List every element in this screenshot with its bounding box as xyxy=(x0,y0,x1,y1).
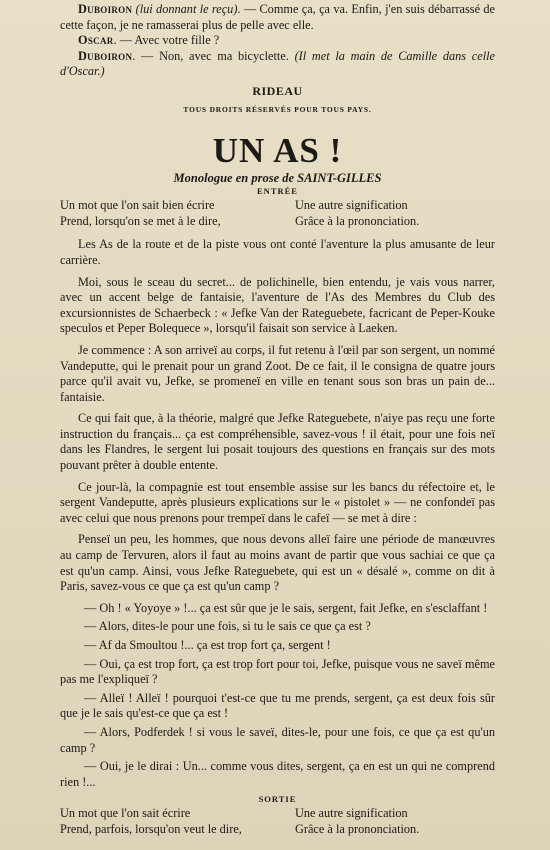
dialog-line-oscar xyxy=(60,33,495,49)
dialog-line: — Oui, ça est trop fort, ça est trop fort pour toi, Jefke, puisque vous ne saveï même pas me l'expliqueï ? xyxy=(60,656,495,687)
dialog-line: — Alors, Podferdek ! si vous le saveï, dites-le, pour une fois, ce que ça est qu'un camp ? xyxy=(60,724,495,755)
speaker-name: Oscar xyxy=(78,33,114,48)
verse-right: Grâce à la prononciation. xyxy=(295,821,420,836)
dialog-line-duboiron-2 xyxy=(60,49,495,80)
paragraph: Les As de la route et de la piste vous ont conté l'aventure la plus amusante de leur carrière. xyxy=(60,237,495,267)
stage-direction: (Il met la main de Camille dans celle d'Oscar.) xyxy=(60,48,495,79)
rideau-heading: RIDEAU xyxy=(252,83,303,98)
verse-line xyxy=(60,198,495,214)
verse-right: Grâce à la prononciation. xyxy=(295,213,420,228)
verse-left: Un mot que l'on sait écrire xyxy=(60,806,191,821)
verse-left: Un mot que l'on sait bien écrire xyxy=(60,198,215,213)
rights-notice: TOUS DROITS RÉSERVÉS POUR TOUS PAYS. xyxy=(183,104,372,114)
dialog-block xyxy=(60,601,495,791)
paragraph: Moi, sous le sceau du secret... de polichinelle, bien entendu, je vais vous narrer, avec un accent belge de fantaisie, l'aventure de l'As des Membres du Club des excursionnistes de Schaerbeck : « Jefke Van der Rateguebete, facricant de Peper-Kouke speculos et Peper Bolequece », lorsqu'il faisait son service à Laeken. xyxy=(60,274,495,336)
dialog-text: . — Comme ça, ça va. Enfin, j'en suis débarrassé de cette façon, je ne ramasserai plus de pelle avec elle. xyxy=(60,2,495,32)
verse-line xyxy=(60,806,495,822)
paragraph: Ce qui fait que, à la théorie, malgré que Jefke Rateguebete, n'aiye pas reçu une forte instruction du français... ça est compréhensible, savez-vous ! il était, pour une fois neï dans les Flandres, le sergent lui posait toujours des questions en français sur des mots pouvant prêter à double entente. xyxy=(60,411,495,473)
paragraph: Ce jour-là, la compagnie est tout ensemble assise sur les bancs du réfectoire et, le sergent Vandeputte, après plusieurs explications sur le « pistolet » — ne confondeï pas avec celui que nous prenons pour trempeï dans le cafeï — se met à dire : xyxy=(60,479,495,525)
dialog-line: — Alleï ! Alleï ! pourquoi t'est-ce que tu me prends, sergent, ça est deux fois sûr que je le sais qu'est-ce que ça est ! xyxy=(60,690,495,721)
dialog-line: — Alors, dites-le pour une fois, si tu le sais ce que ça est ? xyxy=(84,619,371,634)
stage-direction: (lui donnant le reçu) xyxy=(135,2,238,16)
dialog-line: — Oh ! « Yoyoye » !... ça est sûr que je le sais, sergent, fait Jefke, en s'esclaffant ! xyxy=(84,600,488,615)
paragraph: Je commence : A son arriveï au corps, il fut retenu à l'œil par son sergent, un nommé Vandeputte, qui le prenait pour un grand Zoot. De ce fait, il le consigna de quatre jours parce qu'il avait vu, Jefke, se promeneï en ville en tenant sous son bras un pain de... fantaisie. xyxy=(60,342,495,404)
dialog-line: — Oui, je le dirai : Un... comme vous dites, sergent, ça en est un qui ne comprend rien !... xyxy=(60,759,495,789)
verse-right: Une autre signification xyxy=(295,806,408,821)
verse-right: Une autre signification xyxy=(295,198,408,213)
dialog-line: — Af da Smoultou !... ça est trop fort ça, sergent ! xyxy=(84,638,331,652)
monologue-body xyxy=(60,237,495,594)
document-text xyxy=(60,2,495,838)
verse-left: Prend, parfois, lorsqu'on veut le dire, xyxy=(60,821,242,836)
verse-line xyxy=(60,214,495,230)
paragraph: Penseï un peu, les hommes, que nous devons alleï faire une période de manœuvres au camp de Tervuren, alors il faut au moins avant de partir que vous sachiai ce que ça est qu'un camp. Ainsi, vous Jefke Rateguebete, qui est un « désalé », comme on dit à Paris, savez-vous ce que ça est qu'un camp ? xyxy=(60,532,495,594)
sortie-heading: SORTIE xyxy=(258,794,297,805)
entree-heading: ENTRÉE xyxy=(257,186,298,197)
page-title: UN AS ! xyxy=(212,131,343,171)
page-subtitle: Monologue en prose de SAINT-GILLES xyxy=(173,171,382,186)
dialog-line-duboiron-1 xyxy=(60,2,495,33)
dialog-text: . — Avec votre fille ? xyxy=(113,33,220,48)
dialog-text: . — Non, avec ma bicyclette. xyxy=(132,48,289,63)
verse-left: Prend, lorsqu'on se met à le dire, xyxy=(60,213,221,228)
speaker-name: Duboiron xyxy=(78,48,133,63)
speaker-name: Duboiron xyxy=(78,2,133,16)
verse-line xyxy=(60,822,495,838)
